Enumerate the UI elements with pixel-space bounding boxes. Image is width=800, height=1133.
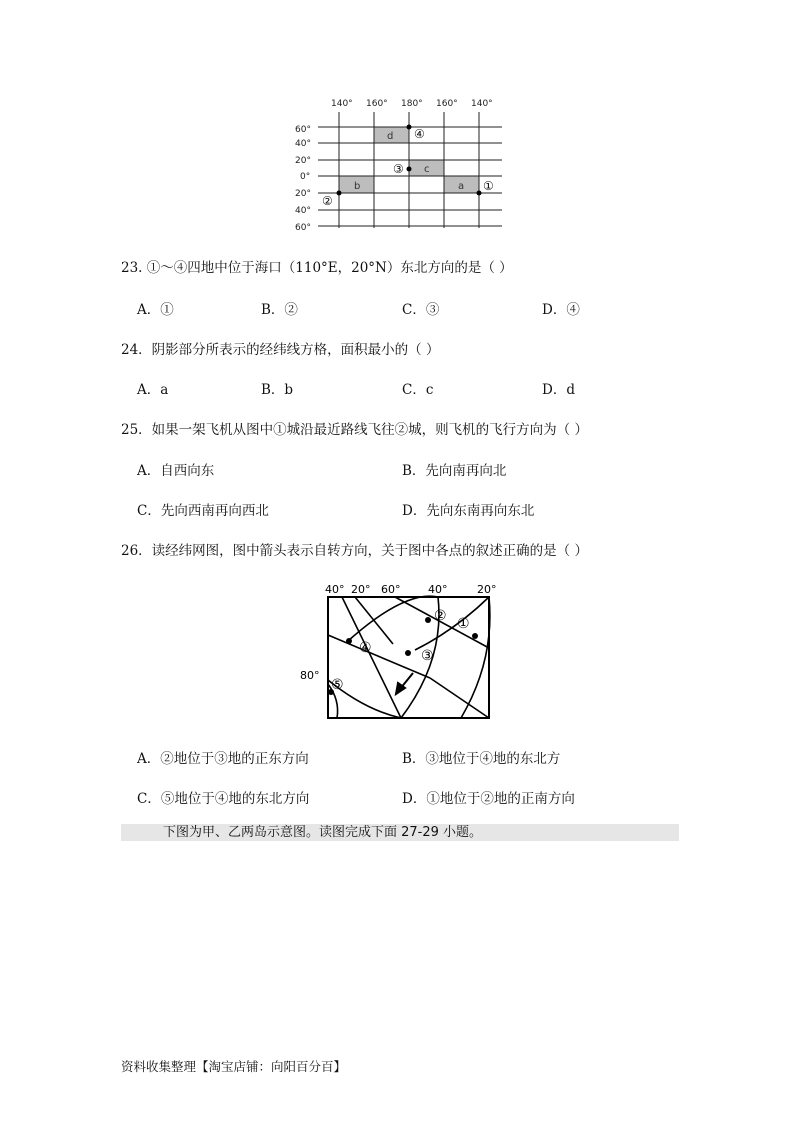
section-banner-text: 下图为甲、乙两岛示意图。读图完成下面 27-29 小题。 <box>163 825 483 840</box>
grid-lat-label: 60° <box>295 223 311 233</box>
polar-graticule-figure <box>295 580 500 722</box>
point-1-label: ① <box>483 179 494 193</box>
polar-top-label: 20° <box>477 583 497 596</box>
grid-lon-label: 160° <box>436 99 458 109</box>
q25-option-d: D．先向东南再向东北 <box>402 503 535 519</box>
rotation-arrow <box>396 673 413 694</box>
polar-top-label: 40° <box>325 583 345 596</box>
q26-option-c: C．⑤地位于④地的东北方向 <box>137 791 310 807</box>
cell-label-c: c <box>424 164 430 175</box>
point-4-dot <box>407 125 412 130</box>
point-3-label: ③ <box>393 162 404 176</box>
q25-option-b: B．先向南再向北 <box>402 463 507 479</box>
q24-option-c: C．c <box>402 382 434 398</box>
polar-point-4-dot <box>346 638 352 644</box>
polar-top-label: 40° <box>428 583 448 596</box>
question-25-stem: 25．如果一架飞机从图中①城沿最近路线飞往②城，则飞机的飞行方向为（ ） <box>121 422 588 438</box>
q25-option-a: A．自西向东 <box>137 463 215 479</box>
grid-lat-label: 20° <box>295 189 311 199</box>
grid-lon-label: 140° <box>331 99 353 109</box>
q26-option-b: B．③地位于④地的东北方 <box>402 751 561 767</box>
grid-lat-label: 40° <box>295 206 311 216</box>
polar-point-1-label: ① <box>457 616 470 632</box>
polar-point-4-label: ④ <box>359 640 372 656</box>
grid-lat-label: 60° <box>295 125 311 135</box>
footer-credit: 资料收集整理【淘宝店铺：向阳百分百】 <box>121 1059 347 1074</box>
question-26-stem: 26．读经纬网图，图中箭头表示自转方向，关于图中各点的叙述正确的是（ ） <box>121 543 588 559</box>
point-2-dot <box>337 191 342 196</box>
grid-lon-label: 160° <box>366 99 388 109</box>
grid-lon-label: 140° <box>471 99 493 109</box>
point-1-dot <box>477 191 482 196</box>
q24-option-d: D．d <box>542 382 575 398</box>
point-4-label: ④ <box>414 127 425 141</box>
q23-option-c: C．③ <box>402 302 440 318</box>
polar-point-3-label: ③ <box>421 648 434 664</box>
polar-point-2-dot <box>425 617 431 623</box>
lat-lon-grid-figure <box>290 92 515 234</box>
q24-option-a: A．a <box>137 382 169 398</box>
point-2-label: ② <box>322 194 333 208</box>
q23-option-a: A．① <box>137 302 174 318</box>
polar-top-label: 60° <box>381 583 401 596</box>
grid-lon-label: 180° <box>401 99 423 109</box>
polar-point-2-label: ② <box>434 608 447 624</box>
cell-label-b: b <box>354 181 361 192</box>
polar-point-5-label: ⑤ <box>331 677 344 693</box>
grid-lat-label: 0° <box>300 172 311 182</box>
q24-option-b: B．b <box>261 382 294 398</box>
question-23-stem: 23. ①～④四地中位于海口（110°E，20°N）东北方向的是（ ） <box>121 260 513 276</box>
polar-side-label: 80° <box>300 669 320 682</box>
q26-option-d: D．①地位于②地的正南方向 <box>402 791 575 807</box>
q25-option-c: C．先向西南再向西北 <box>137 503 269 519</box>
q23-option-b: B．② <box>261 302 298 318</box>
section-banner <box>121 824 679 841</box>
grid-lat-label: 20° <box>295 156 311 166</box>
grid-lat-label: 40° <box>295 139 311 149</box>
cell-label-d: d <box>387 131 394 142</box>
q26-option-a: A．②地位于③地的正东方向 <box>137 751 309 767</box>
question-24-stem: 24．阴影部分所表示的经纬线方格，面积最小的（ ） <box>121 342 440 358</box>
polar-top-label: 20° <box>351 583 371 596</box>
point-3-dot <box>407 167 412 172</box>
polar-point-3-dot <box>405 650 411 656</box>
q23-option-d: D．④ <box>542 302 580 318</box>
cell-label-a: a <box>458 181 465 192</box>
polar-point-1-dot <box>472 633 478 639</box>
